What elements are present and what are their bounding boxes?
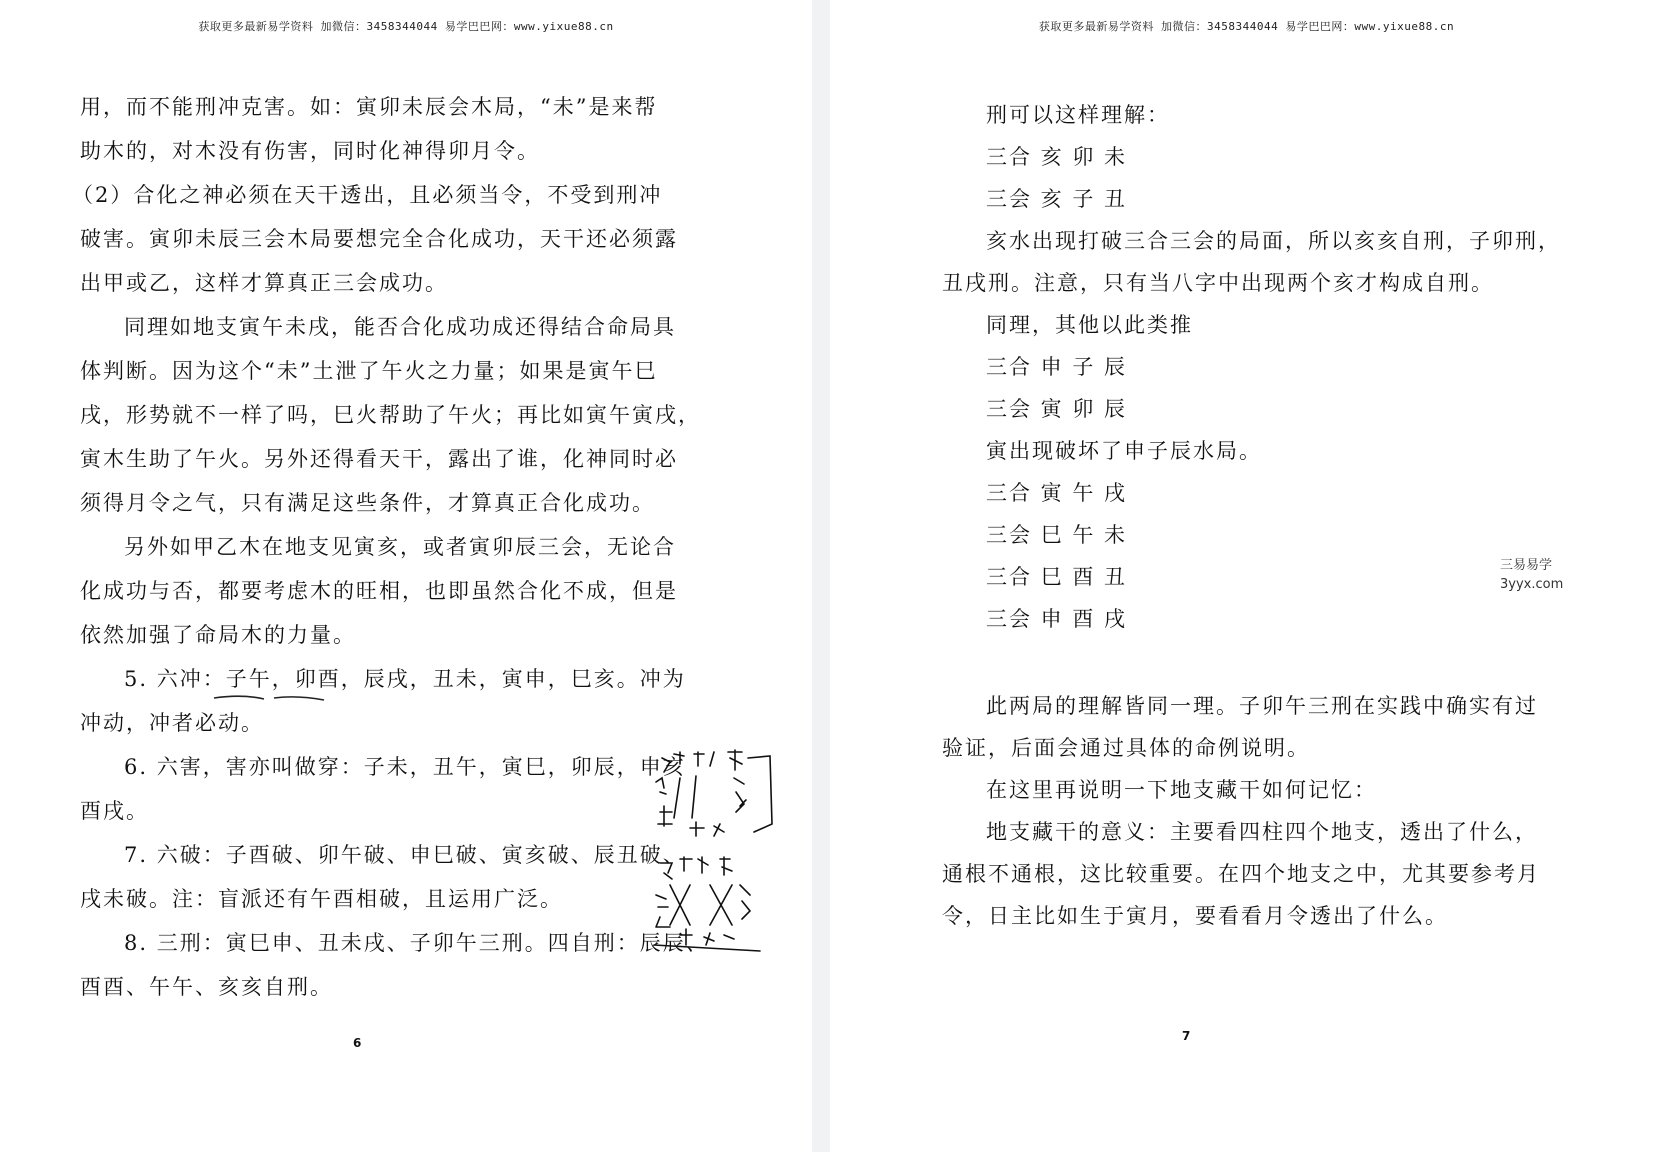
text-line: 三会 巳 午 未 xyxy=(986,523,1128,547)
text-line: 戌，形势就不一样了吗，巳火帮助了午火；再比如寅午寅戌， xyxy=(80,403,701,427)
text-line: 8. 三刑：寅巳申、丑未戌、子卯午三刑。四自刑：辰辰、 xyxy=(124,931,709,955)
watermark-line: 3yyx.com xyxy=(1500,577,1564,592)
text-line: 验证，后面会通过具体的命例说明。 xyxy=(942,736,1310,760)
text-line: 三会 亥 子 丑 xyxy=(986,187,1128,211)
text-line: 三合 巳 酉 丑 xyxy=(986,565,1128,589)
text-line: 体判断。因为这个“未”土泄了午火之力量；如果是寅午巳 xyxy=(80,359,658,383)
page-number: 7 xyxy=(1182,1029,1191,1043)
text-line: 三合 亥 卯 未 xyxy=(986,145,1128,169)
text-line: 须得月令之气，只有满足这些条件，才算真正合化成功。 xyxy=(80,491,655,515)
handwritten-diagram-icon xyxy=(650,855,770,955)
text-line: 冲动，冲者必动。 xyxy=(80,711,264,735)
text-line: 破害。寅卯未辰三会木局要想完全合化成功，天干还必须露 xyxy=(80,227,678,251)
text-line: 令，日主比如生于寅月，要看看月令透出了什么。 xyxy=(942,904,1448,928)
text-line: 三会 寅 卯 辰 xyxy=(986,397,1128,421)
handwritten-diagram-icon xyxy=(650,748,775,848)
text-line: 三合 申 子 辰 xyxy=(986,355,1128,379)
left-page xyxy=(0,0,812,1152)
text-line: 同理如地支寅午未戌，能否合化成功成还得结合命局具 xyxy=(124,315,676,339)
text-line: 此两局的理解皆同一理。子卯午三刑在实践中确实有过 xyxy=(986,694,1538,718)
text-line: 酉戌。 xyxy=(80,799,149,823)
text-line: 依然加强了命局木的力量。 xyxy=(80,623,356,647)
text-line: 另外如甲乙木在地支见寅亥，或者寅卯辰三会，无论合 xyxy=(124,535,676,559)
watermark-line: 三易易学 xyxy=(1500,558,1553,573)
text-line: 三合 寅 午 戌 xyxy=(986,481,1128,505)
text-line: 7. 六破：子酉破、卯午破、申巳破、寅亥破、辰丑破、 xyxy=(124,843,686,867)
text-line: 刑可以这样理解： xyxy=(986,103,1170,127)
text-line: 在这里再说明一下地支藏干如何记忆： xyxy=(986,778,1377,802)
text-line: 出甲或乙，这样才算真正三会成功。 xyxy=(80,271,448,295)
text-line: 化成功与否，都要考虑木的旺相，也即虽然合化不成，但是 xyxy=(80,579,678,603)
text-line: 寅出现破坏了申子辰水局。 xyxy=(986,439,1262,463)
text-line: （2）合化之神必须在天干透出，且必须当令，不受到刑冲 xyxy=(72,183,663,207)
text-line: 6. 六害，害亦叫做穿：子未，丑午，寅巳，卯辰，申亥 xyxy=(124,755,686,779)
text-line: 同理，其他以此类推 xyxy=(986,313,1193,337)
handwritten-underline-icon xyxy=(212,690,332,704)
text-line: 亥水出现打破三合三会的局面，所以亥亥自刑，子卯刑， xyxy=(986,229,1561,253)
text-line: 助木的，对木没有伤害，同时化神得卯月令。 xyxy=(80,139,540,163)
text-line: 用，而不能刑冲克害。如：寅卯未辰会木局，“未”是来帮 xyxy=(80,95,658,119)
watermark xyxy=(1500,556,1563,594)
text-line: 寅木生助了午火。另外还得看天干，露出了谁，化神同时必 xyxy=(80,447,678,471)
page-number: 6 xyxy=(353,1036,362,1050)
text-line: 三会 申 酉 戌 xyxy=(986,607,1128,631)
text-line: 丑戌刑。注意，只有当八字中出现两个亥才构成自刑。 xyxy=(942,271,1494,295)
page-header: 获取更多最新易学资料 加微信：3458344044 易学巴巴网：www.yixue88.cn xyxy=(198,20,614,33)
page-header: 获取更多最新易学资料 加微信：3458344044 易学巴巴网：www.yixue88.cn xyxy=(1038,20,1455,33)
text-line: 5. 六冲：子午，卯酉，辰戌，丑未，寅申，巳亥。冲为 xyxy=(124,667,686,691)
text-line: 酉酉、午午、亥亥自刑。 xyxy=(80,975,333,999)
text-line: 地支藏干的意义：主要看四柱四个地支，透出了什么， xyxy=(986,820,1538,844)
text-line: 通根不通根，这比较重要。在四个地支之中，尤其要参考月 xyxy=(942,862,1540,886)
text-line: 戌未破。注：盲派还有午酉相破，且运用广泛。 xyxy=(80,887,563,911)
